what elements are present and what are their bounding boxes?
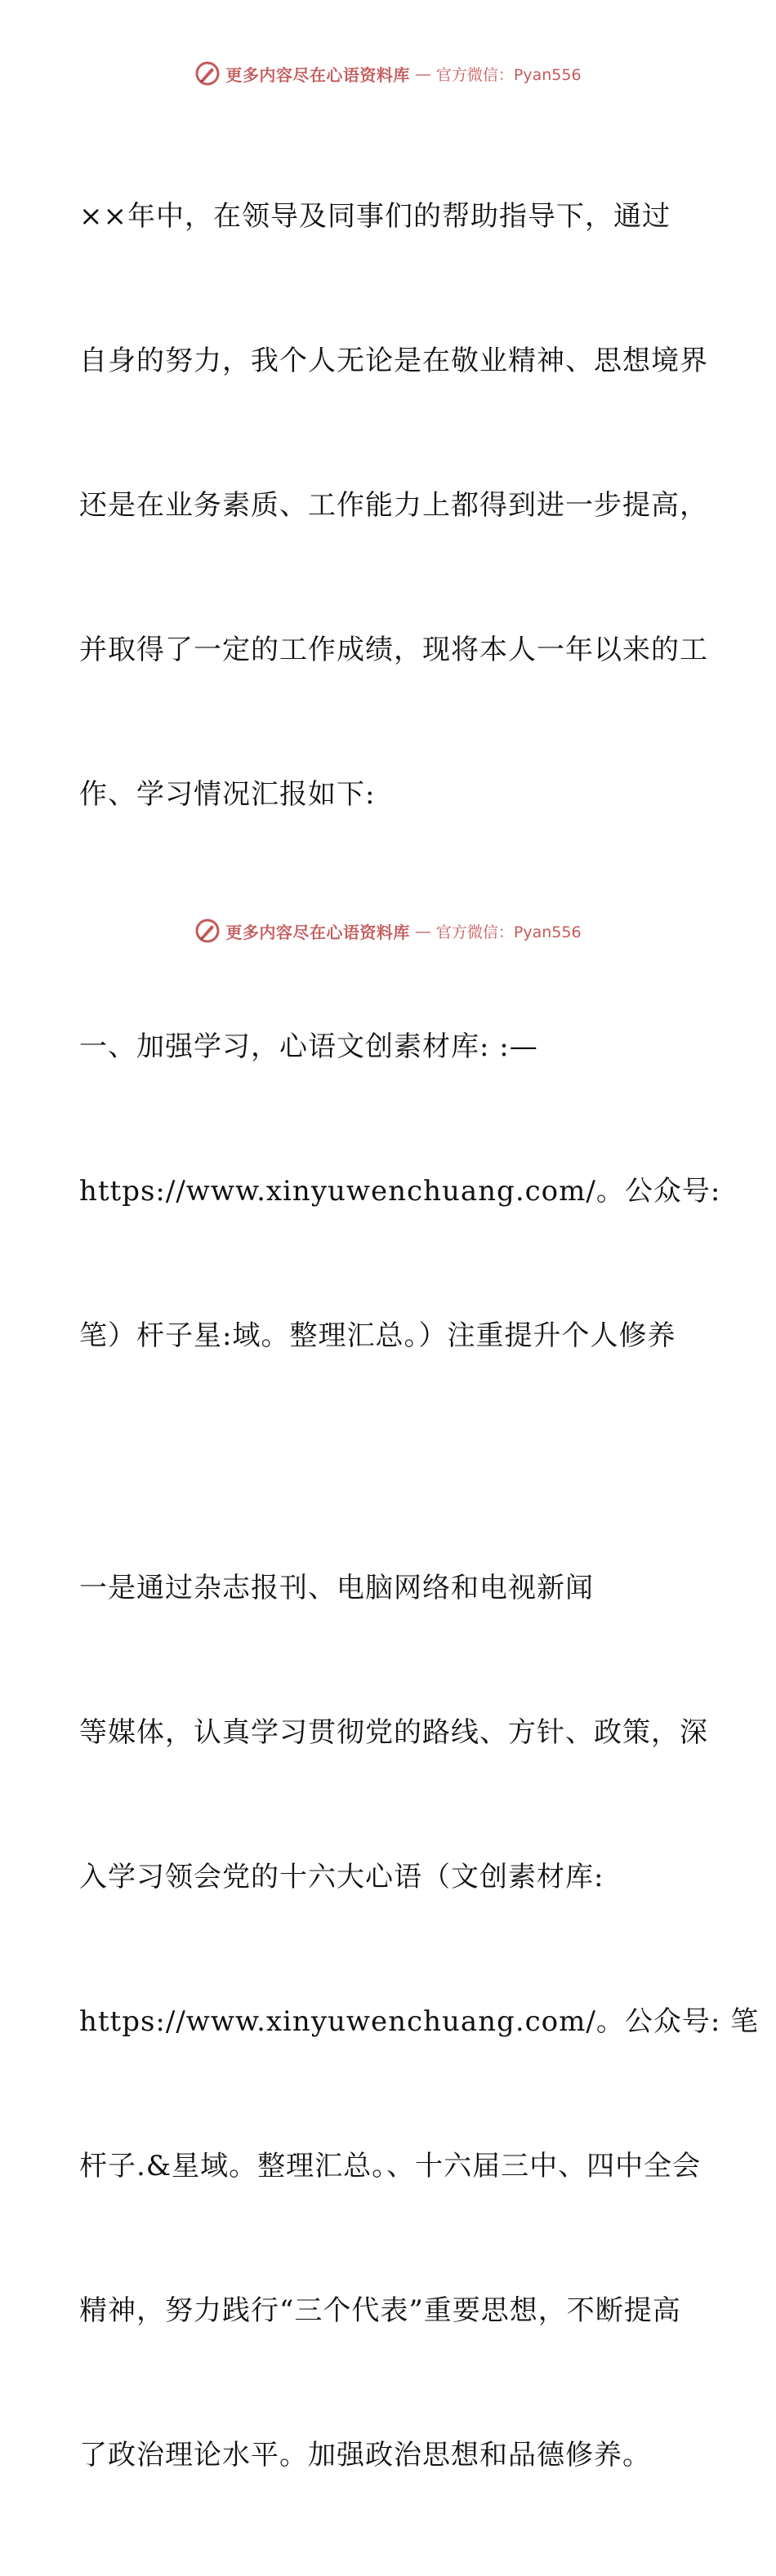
watermark-wechat: 官方微信：Pyan556 [435, 923, 582, 941]
text-line: 自身的努力，我个人无论是在敬业精神、思想境界 [79, 345, 708, 377]
paragraph-section-heading [79, 927, 721, 1457]
watermark-wechat: 官方微信：Pyan556 [435, 65, 582, 84]
watermark-dash: — [414, 64, 431, 83]
watermark-dash: — [414, 921, 431, 941]
text-line: 还是在业务素质、工作能力上都得到进一步提高， [79, 489, 708, 522]
document-body [79, 96, 760, 2576]
paragraph-intro [79, 96, 708, 915]
text-line: https://www.xinyuwenchuang.com/。公众号: [79, 1175, 721, 1208]
watermark-text: 更多内容尽在心语资料库 [225, 922, 410, 942]
text-line: 了政治理论水平。加强政治思想和品德修养。 [79, 2439, 651, 2471]
header-watermark [194, 60, 581, 87]
watermark-text: 更多内容尽在心语资料库 [225, 65, 410, 85]
text-line: 笔）杆子星:域。整理汇总。）注重提升个人修养 [79, 1319, 676, 1352]
text-line: https://www.xinyuwenchuang.com/。公众号: 笔 [79, 2005, 760, 2038]
text-line: 杆子.&星域。整理汇总。、十六届三中、四中全会 [79, 2150, 702, 2182]
text-line: 作、学习情况汇报如下: [79, 778, 376, 811]
text-line: 一、加强学习，心语文创素材库: :— [79, 1030, 538, 1063]
text-line: 入学习领会党的十六大心语（文创素材库: [79, 1861, 604, 1893]
text-line: 等媒体，认真学习贯彻党的路线、方针、政策，深 [79, 1716, 708, 1749]
text-line: 一是通过杂志报刊、电脑网络和电视新闻 [79, 1572, 594, 1604]
footer-watermark-banner [0, 914, 776, 947]
header-watermark-banner [0, 57, 776, 90]
pen-circle-logo-icon [194, 60, 221, 87]
footer-watermark [194, 918, 581, 944]
text-line: ××年中，在领导及同事们的帮助指导下，通过 [79, 200, 671, 233]
text-line: 并取得了一定的工作成绩，现将本人一年以来的工 [79, 634, 708, 666]
pen-circle-logo-icon [194, 918, 221, 944]
text-line: 精神，努力践行“三个代表”重要思想，不断提高 [79, 2294, 681, 2327]
paragraph-study [79, 1468, 760, 2576]
